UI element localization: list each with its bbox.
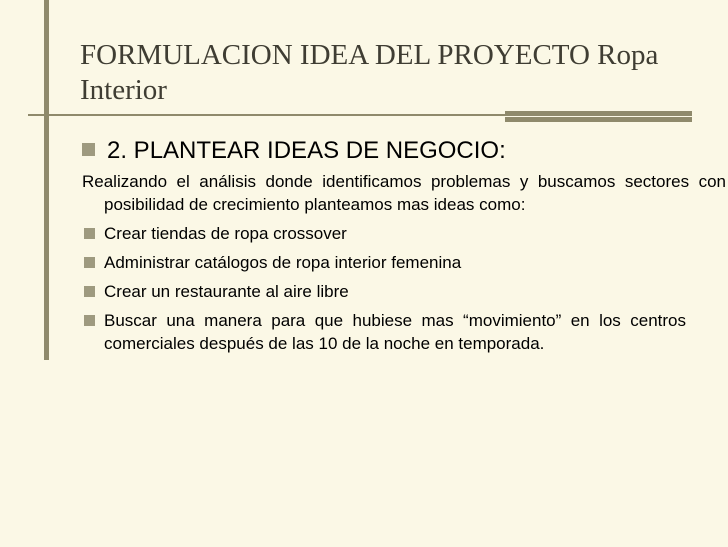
square-bullet-icon	[82, 143, 95, 156]
intro-paragraph: Realizando el análisis donde identificamos problemas y buscamos sectores con posibilidad de crecimiento planteamos mas ideas como:	[82, 172, 726, 214]
list-item	[82, 280, 686, 303]
square-bullet-icon	[84, 228, 95, 239]
square-bullet-icon	[84, 286, 95, 297]
title-underline-accent-bottom	[505, 117, 692, 122]
slide-title: FORMULACION IDEA DEL PROYECTO Ropa Interior	[80, 39, 659, 106]
section-heading-text: 2. PLANTEAR IDEAS DE NEGOCIO:	[107, 137, 506, 164]
square-bullet-icon	[84, 315, 95, 326]
list-item-text: Crear tiendas de ropa crossover	[104, 224, 347, 243]
title-underline-thin	[28, 114, 692, 116]
title-underline-accent-top	[505, 111, 692, 114]
section-heading	[82, 133, 702, 169]
slide-body	[82, 170, 726, 355]
list-item-text: Buscar una manera para que hubiese mas “movimiento” en los centros comerciales después de las 10 de la noche en temporada.	[104, 311, 686, 353]
list-item	[82, 309, 686, 355]
list-item-text: Crear un restaurante al aire libre	[104, 282, 349, 301]
square-bullet-icon	[84, 257, 95, 268]
list-item	[82, 222, 686, 245]
list-item-text: Administrar catálogos de ropa interior femenina	[104, 253, 462, 272]
list-item	[82, 251, 686, 274]
